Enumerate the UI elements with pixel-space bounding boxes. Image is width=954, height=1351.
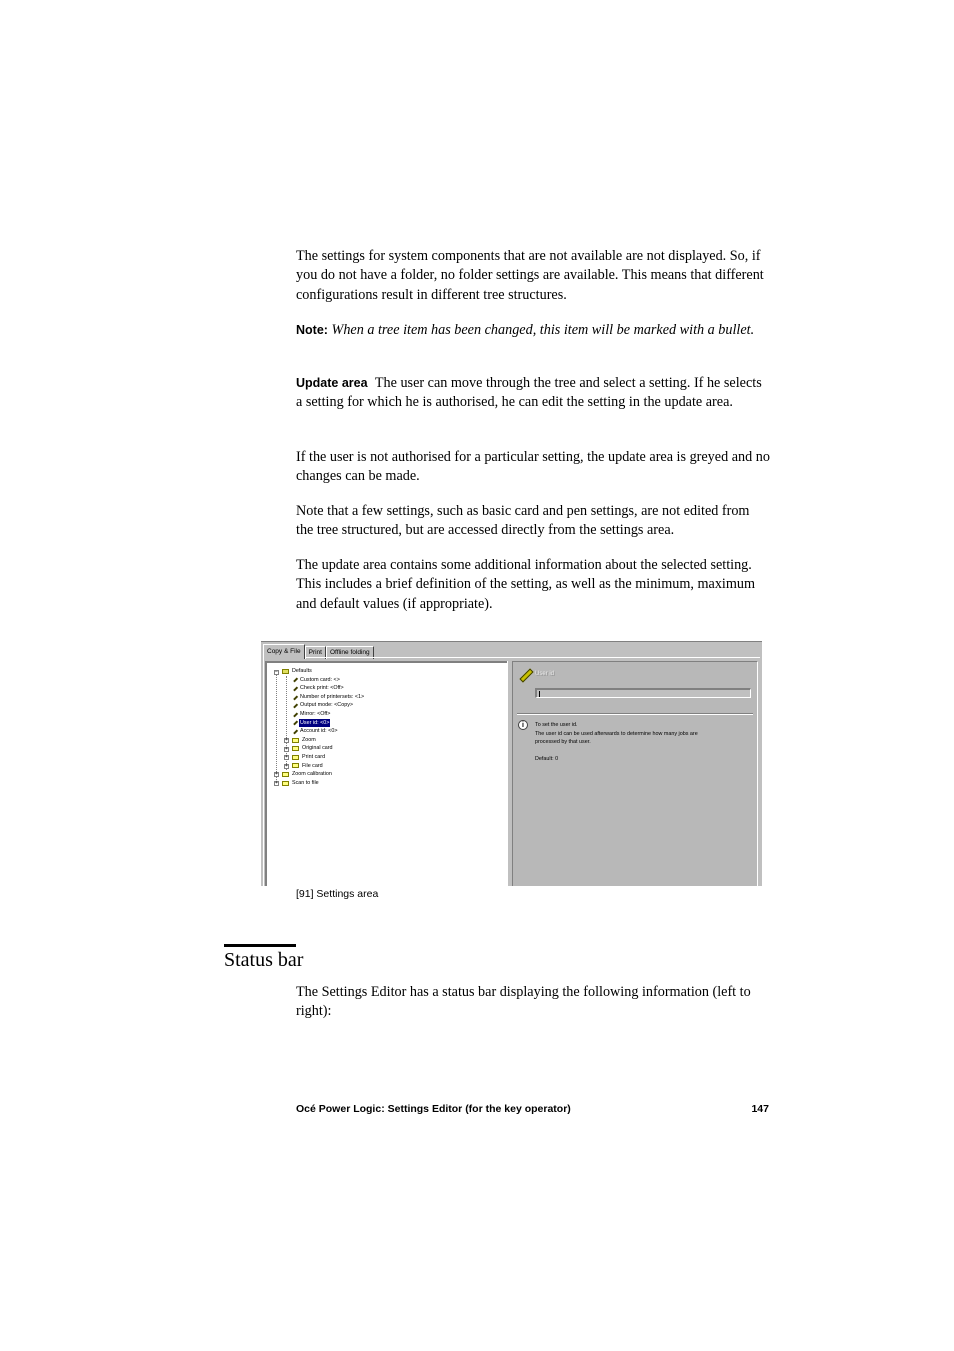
note-label: Note:: [296, 323, 328, 337]
update-area-label: Update area: [296, 376, 368, 390]
tree-node-defaults[interactable]: Defaults: [282, 667, 313, 676]
folder-icon: [292, 738, 299, 743]
section-title: Status bar: [224, 949, 304, 971]
user-id-input[interactable]: [535, 688, 751, 698]
pen-icon: [292, 695, 297, 700]
tree-folder[interactable]: Print card: [292, 753, 326, 762]
tab-print[interactable]: Print: [305, 646, 326, 659]
pen-icon: [292, 703, 297, 708]
tree-item-user-id-selected[interactable]: User id: <0>: [292, 719, 330, 728]
expand-icon[interactable]: +: [275, 780, 278, 786]
update-area-paragraph: [296, 374, 770, 413]
tree-item-setting[interactable]: Account id: <0>: [292, 727, 338, 736]
expand-icon[interactable]: +: [275, 771, 278, 778]
folder-icon: [282, 781, 289, 786]
expand-icon[interactable]: +: [285, 754, 288, 761]
pencil-icon: [519, 668, 531, 680]
basic-card-paragraph: Note that a few settings, such as basic card and pen settings, are not edited from the tree structured, but are accessed directly from the settings area.: [296, 503, 750, 539]
tree-folder[interactable]: Zoom: [292, 736, 317, 745]
tree-item-setting[interactable]: Custom card: <>: [292, 676, 341, 685]
expand-icon[interactable]: +: [285, 745, 288, 752]
status-bar-paragraph: The Settings Editor has a status bar displaying the following information (left to right):: [296, 984, 751, 1020]
collapse-icon[interactable]: −: [275, 669, 278, 675]
tab-bar: [263, 644, 374, 658]
tree-item-setting[interactable]: Output mode: <Copy>: [292, 701, 354, 710]
tree-item-setting[interactable]: Number of printersets: <1>: [292, 693, 365, 702]
page-number: 147: [751, 1103, 769, 1115]
tab-offline-folding[interactable]: Offline folding: [326, 646, 374, 659]
update-field-label: User id: [535, 671, 555, 677]
tree-folder[interactable]: Scan to file: [282, 779, 320, 788]
expand-icon[interactable]: +: [285, 762, 288, 769]
section-rule: [224, 944, 296, 947]
pen-icon: [292, 712, 297, 717]
info-paragraph: The update area contains some additional information about the selected setting. This includes a brief definition of the setting, as well as the minimum, maximum and default values (if appropriate).: [296, 557, 756, 612]
folder-icon: [282, 772, 289, 777]
folder-icon: [292, 746, 299, 751]
folder-open-icon: [282, 669, 289, 674]
folder-icon: [292, 763, 299, 768]
pen-icon: [292, 686, 297, 691]
pen-icon: [292, 729, 297, 734]
setting-info: To set the user id. The user id can be used afterwards to determine how many jobs are processed by that user. Default: 0: [535, 721, 750, 763]
divider: [517, 713, 753, 715]
note-text: When a tree item has been changed, this item will be marked with a bullet.: [331, 322, 755, 338]
tree-folder[interactable]: Zoom calibration: [282, 770, 333, 779]
tree-line: [275, 669, 278, 784]
folder-icon: [292, 755, 299, 760]
footer-title: Océ Power Logic: Settings Editor (for the key operator): [296, 1103, 571, 1115]
pen-icon: [292, 677, 297, 682]
tab-copy-file[interactable]: Copy & File: [263, 644, 305, 659]
update-area-text: The user can move through the tree and select a setting. If he selects a setting for which he is authorised, he can edit the setting in the update area.: [296, 375, 762, 411]
intro-paragraph: The settings for system components that are not available are not displayed. So, if you do not have a folder, no folder settings are available. This means that different configurations result in different tree structures.: [296, 248, 764, 303]
pen-icon: [292, 720, 297, 725]
tree-pane[interactable]: [265, 661, 507, 886]
info-icon: i: [518, 720, 528, 730]
tree-item-setting[interactable]: Check print: <Off>: [292, 684, 345, 693]
note-paragraph: [296, 321, 770, 340]
update-pane: [512, 661, 758, 886]
settings-area-screenshot: [261, 641, 762, 886]
tree-folder[interactable]: File card: [292, 762, 324, 771]
expand-icon[interactable]: +: [285, 737, 288, 743]
tree-folder[interactable]: Original card: [292, 744, 334, 753]
default-value: Default: 0: [535, 755, 559, 762]
figure-caption: [91] Settings area: [296, 888, 379, 900]
greyed-paragraph: If the user is not authorised for a particular setting, the update area is greyed and no changes can be made.: [296, 449, 770, 485]
tree-item-setting[interactable]: Mirror: <Off>: [292, 710, 331, 719]
